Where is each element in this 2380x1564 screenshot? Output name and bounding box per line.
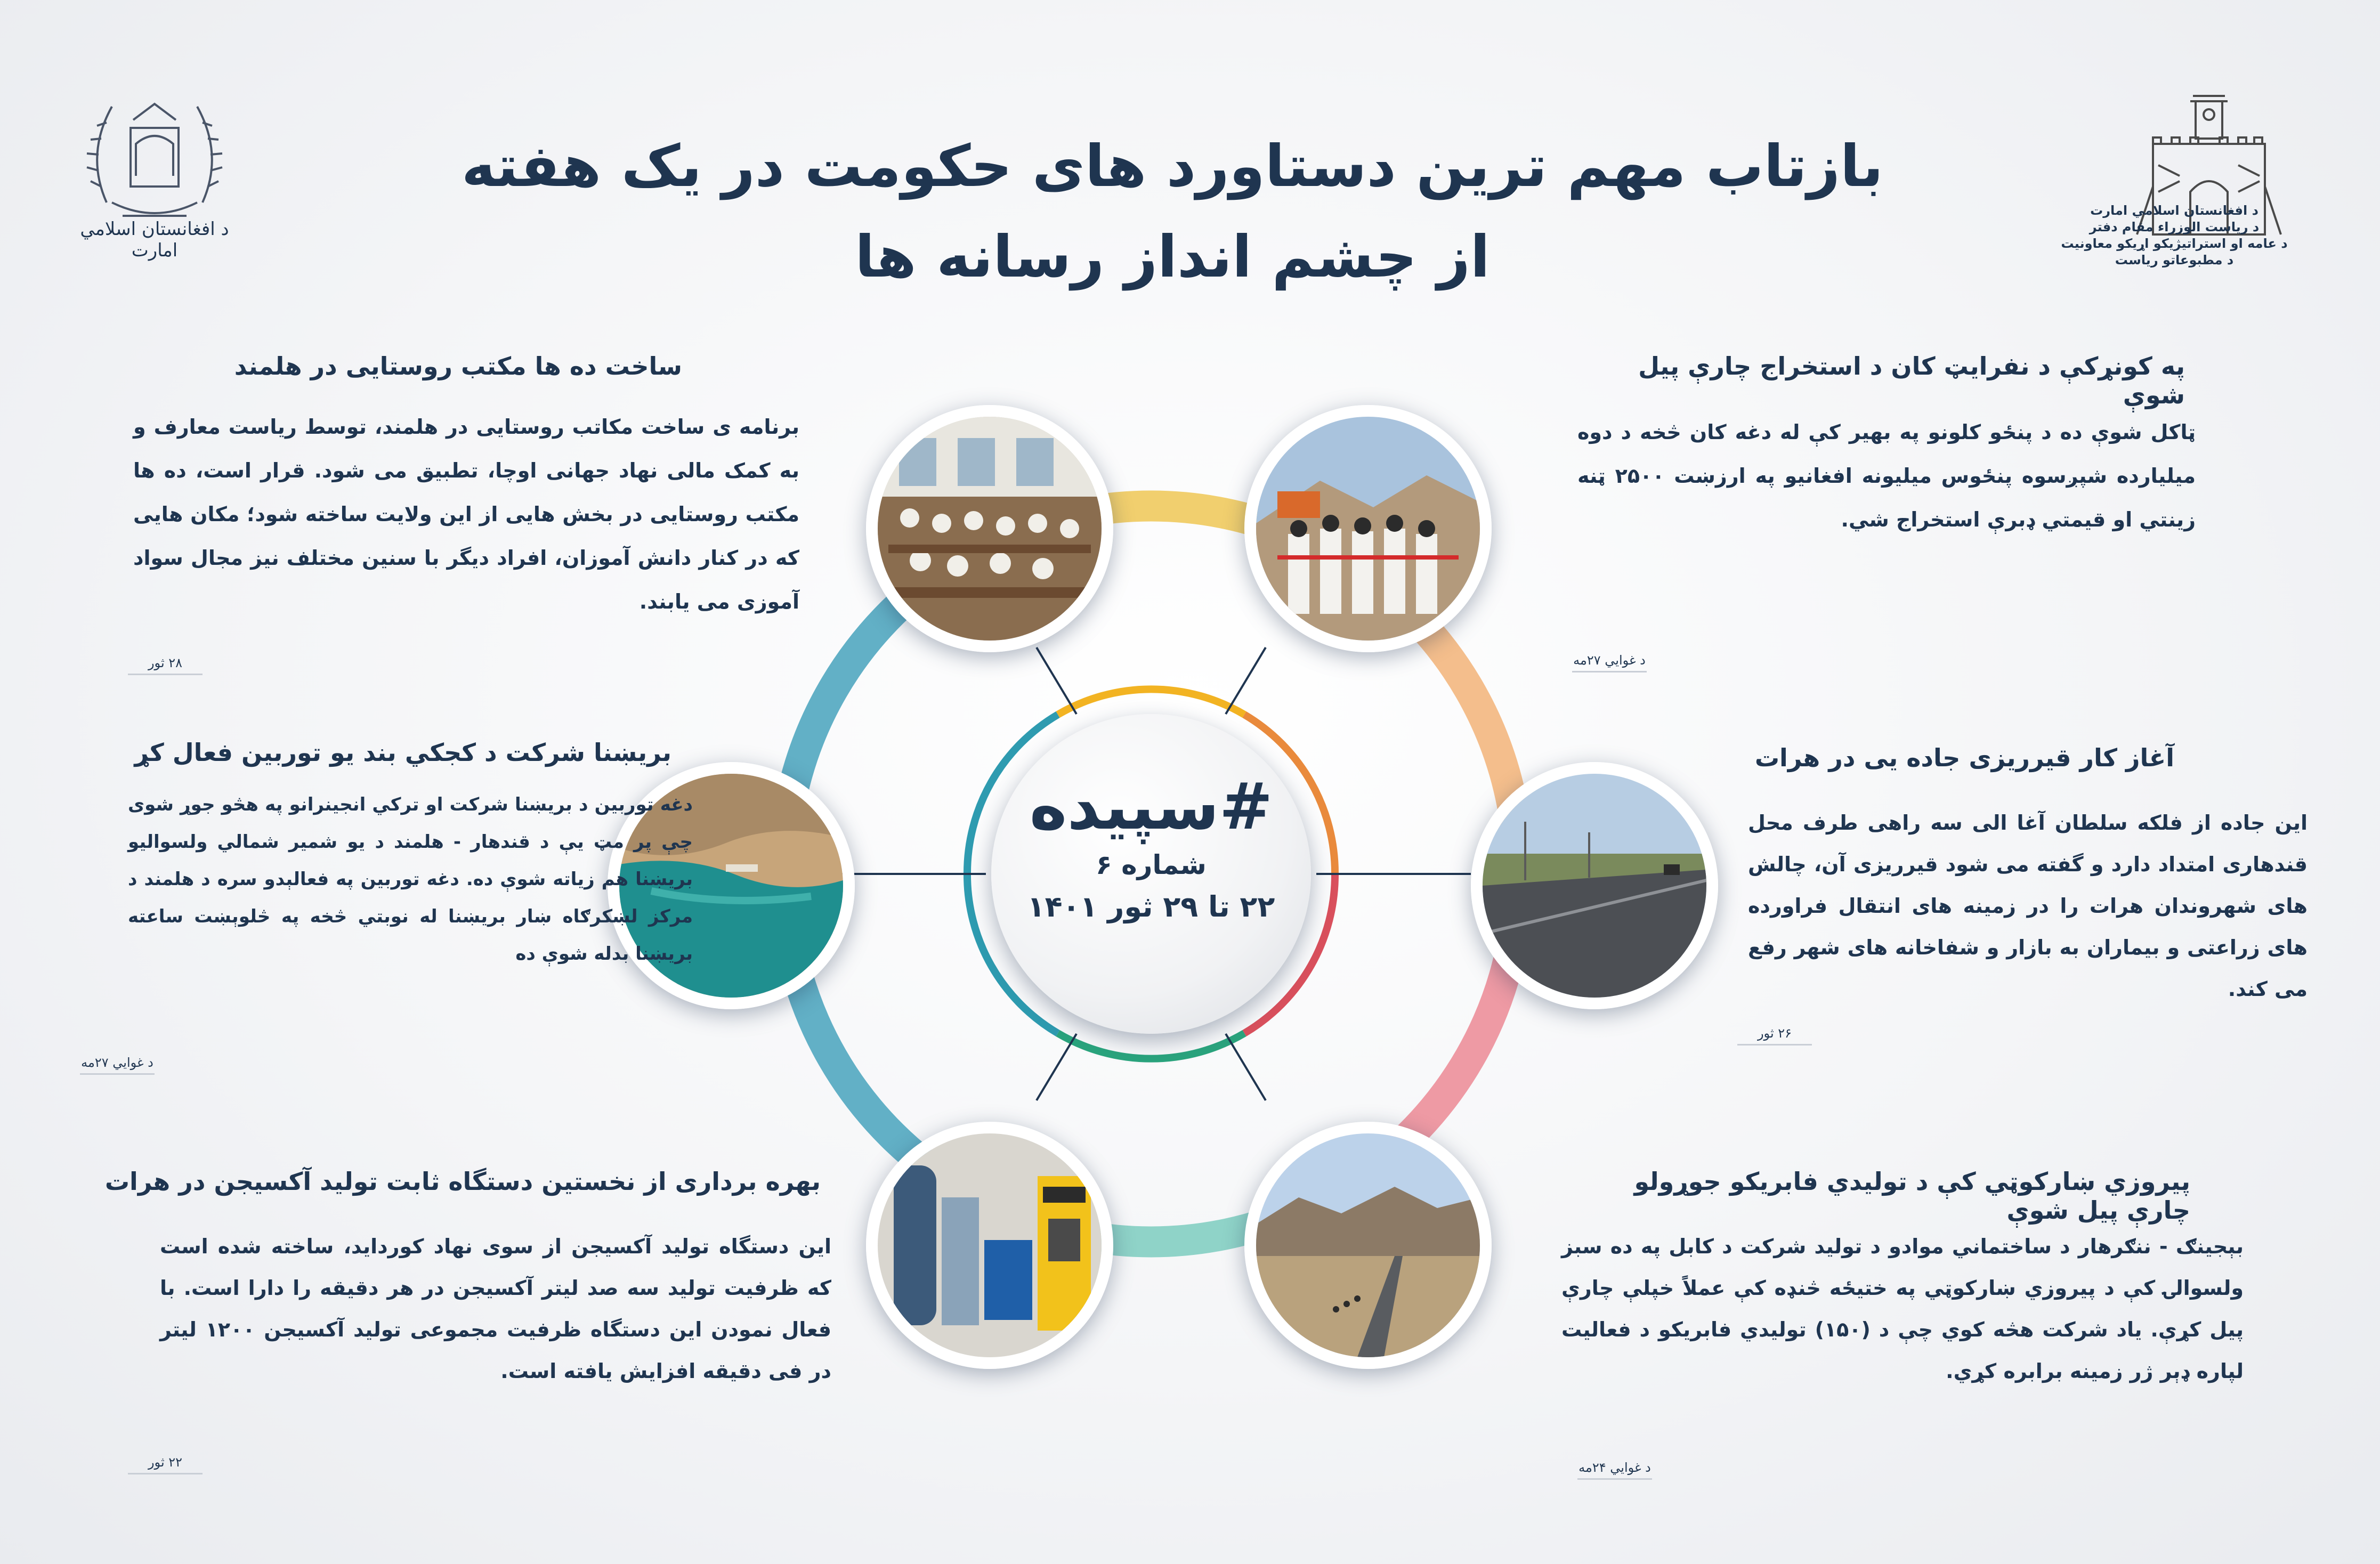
section-title-rural-schools: ساخت ده ها مکتب روستایی در هلمند (234, 352, 682, 380)
section-body-rural-schools: برنامه ی ساخت مکاتب روستایی در هلمند، توسط ریاست معارف و به کمک مالی نهاد جهانی اوچا، تطبیق می شود. قرار است، ده ها مکتب روستایی در بخش هایی از این ولایت ساخته شود؛ مکان هایی که در کنار دانش آموزان، افراد دیگر با سنین مختلف نیز مجال سواد آموزی می یابند. (133, 415, 799, 613)
photo-oxygen-plant (866, 1122, 1113, 1369)
section-body-industrial-park: بېجینګ - ننګرهار د ساختماني موادو د تولید شرکت د کابل په ده سبز ولسوالۍ کې د پیروزي ښارکوټي په ختیځه څنډه کې عملاً خپلې چارې پیل کړې. یاد شرکت هڅه کوي چې د (۱۵۰) تولیدي فابریکو د فعالیت لپاره ډېر ژر زمینه برابره کړي. (1561, 1235, 2244, 1383)
page-title: بازتاب مهم ترین دستاورد های حکومت در یک هفته (462, 133, 1883, 200)
section-body-nephrite-mine: ټاکل شوې ده د پنځو کلونو په بهیر کې له دغه کان څخه د دوه میلیارده شپږسوه پنځوس میلیونه افغانیو په ارزښت ۲۵۰۰ ټنه زینتي او قیمتي ډبرې استخراج شي. (1577, 420, 2196, 531)
section-title-kajaki-turbine: بریښنا شرکت د کجکي بند یو توربین فعال کړ (134, 738, 671, 767)
date-range: ۲۲ تا ۲۹ ثور ۱۴۰۱ (1027, 890, 1275, 923)
photo-rural-school (866, 405, 1113, 652)
section-date-kajaki-turbine: د غوایي ۲۷مه (80, 1055, 155, 1075)
section-title-oxygen-plant: بهره برداری از نخستین دستگاه ثابت تولید آکسیجن در هرات (104, 1167, 821, 1196)
photo-herat-road (1471, 762, 1718, 1009)
section-title-herat-road: آغاز کار قیرریزی جاده یی در هرات (1754, 743, 2174, 772)
section-body-oxygen-plant: این دستگاه تولید آکسیجن از سوی نهاد کورداید، ساخته شده است که ظرفیت تولید سه صد لیتر آکسیجن در هر دقیقه را دارا است. با فعال نمودن این دستگاه ظرفیت مجموعی تولید آکسیجن ۱۲۰۰ لیتر در فی دقیقه افزایش یافته است. (160, 1235, 831, 1383)
section-date-oxygen-plant: ۲۲ ثور (128, 1455, 203, 1474)
section-title-nephrite-mine: په کونړکې د نفرایټ کان د استخراج چارې پیل شوې (1638, 352, 2185, 409)
section-body-kajaki-turbine: دغه توربین د بریښنا شرکت او ترکي انجینرانو په هڅو جوړ شوی چې پر مټ یې د قندهار - هلمند د یو شمیر شمالي ولسوالیو بریښنا هم زیاته شوې ده. دغه توربین په فعالېدو سره د هلمند د مرکز لښکرګاه ښار بریښنا له نوبتي څخه په څلوېښت ساعته بریښنا بدله شوې ده (128, 794, 693, 965)
photo-nephrite-mine-ribbon (1244, 405, 1492, 652)
section-title-industrial-park: پیروزي ښارکوټي کې د تولیدي فابریکو جوړولو چارې پیل شوې (1634, 1167, 2190, 1225)
issue-number: شماره ۶ (1096, 849, 1207, 880)
right-logo-caption: د افغانستان اسلامي امارت د رياست الوزراء مقام دفتر د عامه او استراتيژيکو اړيکو معاونيت د مطبوعاتو رياست (2061, 203, 2288, 268)
section-date-rural-schools: ۲۸ ثور (128, 655, 203, 675)
section-date-industrial-park: د غوایي ۲۴مه (1577, 1460, 1652, 1480)
section-body-herat-road: این جاده از فلکه سلطان آغا الی سه راهی طرف محل قندهاری امتداد دارد و گفته می شود قیرریزی آن، چالش های شهروندان هرات را در زمینه های انتقال فراورده های زراعتی و بیماران به بازار و شفاخانه های شهر رفع می کند. (1748, 811, 2308, 1001)
section-date-nephrite-mine: د غوايي ۲۷مه (1572, 653, 1647, 672)
section-date-herat-road: ۲۶ ثور (1737, 1026, 1812, 1046)
photo-industrial-park-road (1244, 1122, 1492, 1369)
page-subtitle: از چشم انداز رسانه ها (855, 224, 1490, 290)
center-badge (991, 714, 1311, 1034)
left-logo-caption: د افغانستان اسلامي امارت (80, 218, 229, 261)
hashtag: #سپیده (1029, 770, 1273, 844)
